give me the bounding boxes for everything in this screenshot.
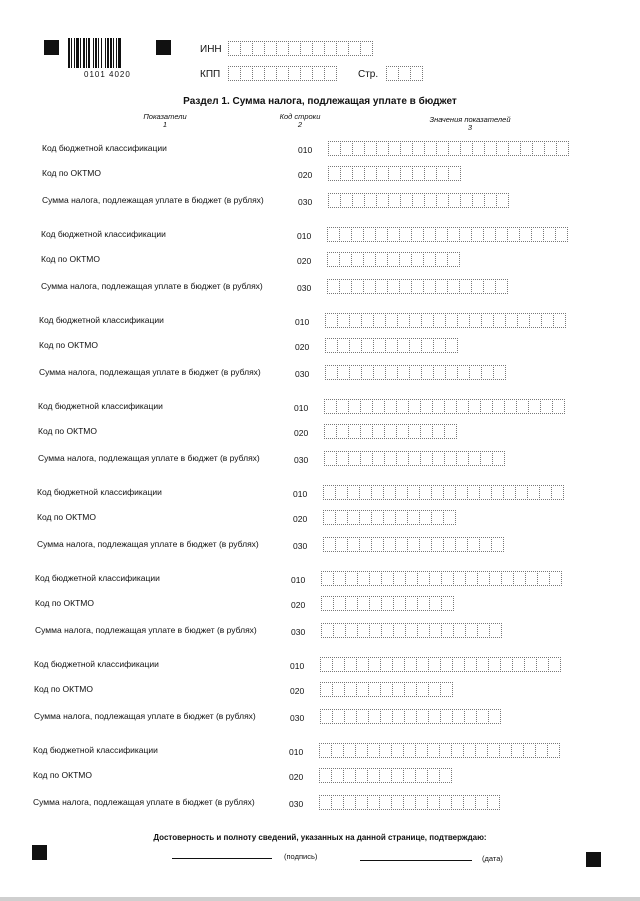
section-title: Раздел 1. Сумма налога, подлежащая уплате в бюджет <box>183 96 457 107</box>
barcode-image <box>68 38 142 68</box>
row-label-oktmo: Код по ОКТМО <box>39 340 98 350</box>
row-label-kbk: Код бюджетной классификации <box>38 401 163 411</box>
row-value-field-oktmo[interactable] <box>328 166 460 181</box>
row-value-field-sum[interactable] <box>321 623 501 638</box>
row-value-field-sum[interactable] <box>324 451 504 466</box>
row-code: 020 <box>297 256 312 266</box>
digit-cell[interactable] <box>491 537 504 552</box>
row-value-field-kbk[interactable] <box>319 743 559 758</box>
row-value-field-oktmo[interactable] <box>327 252 459 267</box>
row-code: 010 <box>297 231 312 241</box>
column-header-indicators: Показатели 1 <box>143 112 187 129</box>
row-code: 010 <box>293 489 308 499</box>
row-label-oktmo: Код по ОКТМО <box>35 598 94 608</box>
digit-cell[interactable] <box>444 424 457 439</box>
row-code: 020 <box>290 686 305 696</box>
digit-cell[interactable] <box>551 485 564 500</box>
row-label-kbk: Код бюджетной классификации <box>37 487 162 497</box>
row-code: 010 <box>294 403 309 413</box>
digit-cell[interactable] <box>447 252 460 267</box>
digit-cell[interactable] <box>410 66 423 81</box>
row-code: 010 <box>298 145 313 155</box>
kpp-field[interactable] <box>228 66 336 81</box>
row-code: 030 <box>294 455 309 465</box>
digit-cell[interactable] <box>492 451 505 466</box>
row-label-oktmo: Код по ОКТМО <box>41 254 100 264</box>
row-label-sum: Сумма налога, подлежащая уплате в бюджет (в рублях) <box>34 711 256 721</box>
row-label-oktmo: Код по ОКТМО <box>34 684 93 694</box>
digit-cell[interactable] <box>360 41 373 56</box>
row-code: 030 <box>295 369 310 379</box>
row-code: 030 <box>298 197 313 207</box>
row-label-sum: Сумма налога, подлежащая уплате в бюджет (в рублях) <box>39 367 261 377</box>
signature-line[interactable] <box>172 858 272 859</box>
row-label-oktmo: Код по ОКТМО <box>37 512 96 522</box>
row-label-sum: Сумма налога, подлежащая уплате в бюджет (в рублях) <box>35 625 257 635</box>
digit-cell[interactable] <box>489 623 502 638</box>
row-code: 020 <box>298 170 313 180</box>
digit-cell[interactable] <box>549 571 562 586</box>
date-line[interactable] <box>360 860 472 861</box>
digit-cell[interactable] <box>324 66 337 81</box>
digit-cell[interactable] <box>448 166 461 181</box>
row-value-field-kbk[interactable] <box>320 657 560 672</box>
row-code: 010 <box>289 747 304 757</box>
row-label-kbk: Код бюджетной классификации <box>39 315 164 325</box>
page-number-field[interactable] <box>386 66 422 81</box>
digit-cell[interactable] <box>443 510 456 525</box>
row-value-field-sum[interactable] <box>327 279 507 294</box>
digit-cell[interactable] <box>495 279 508 294</box>
corner-marker-bottom-right <box>586 852 601 867</box>
row-value-field-kbk[interactable] <box>321 571 561 586</box>
row-value-field-oktmo[interactable] <box>320 682 452 697</box>
digit-cell[interactable] <box>493 365 506 380</box>
signature-caption: (подпись) <box>284 852 318 861</box>
inn-label: ИНН <box>200 44 222 55</box>
row-label-kbk: Код бюджетной классификации <box>41 229 166 239</box>
row-label-oktmo: Код по ОКТМО <box>33 770 92 780</box>
page-label: Стр. <box>358 69 379 80</box>
row-value-field-sum[interactable] <box>328 193 508 208</box>
row-value-field-kbk[interactable] <box>323 485 563 500</box>
row-label-sum: Сумма налога, подлежащая уплате в бюджет (в рублях) <box>41 281 263 291</box>
digit-cell[interactable] <box>445 338 458 353</box>
digit-cell[interactable] <box>488 709 501 724</box>
row-code: 020 <box>294 428 309 438</box>
date-caption: (дата) <box>482 854 503 863</box>
barcode-number: 0101 4020 <box>84 70 131 79</box>
row-label-sum: Сумма налога, подлежащая уплате в бюджет (в рублях) <box>42 195 264 205</box>
digit-cell[interactable] <box>556 141 569 156</box>
row-code: 030 <box>290 713 305 723</box>
scan-edge <box>0 897 640 901</box>
row-code: 030 <box>289 799 304 809</box>
row-value-field-sum[interactable] <box>319 795 499 810</box>
row-value-field-oktmo[interactable] <box>319 768 451 783</box>
row-label-oktmo: Код по ОКТМО <box>42 168 101 178</box>
digit-cell[interactable] <box>548 657 561 672</box>
digit-cell[interactable] <box>496 193 509 208</box>
row-label-sum: Сумма налога, подлежащая уплате в бюджет (в рублях) <box>38 453 260 463</box>
row-code: 020 <box>293 514 308 524</box>
row-code: 020 <box>295 342 310 352</box>
row-code: 010 <box>295 317 310 327</box>
digit-cell[interactable] <box>487 795 500 810</box>
digit-cell[interactable] <box>440 682 453 697</box>
confirmation-text: Достоверность и полноту сведений, указанных на данной странице, подтверждаю: <box>153 833 487 842</box>
row-code: 010 <box>291 575 306 585</box>
row-label-kbk: Код бюджетной классификации <box>42 143 167 153</box>
row-value-field-kbk[interactable] <box>324 399 564 414</box>
row-label-kbk: Код бюджетной классификации <box>35 573 160 583</box>
digit-cell[interactable] <box>547 743 560 758</box>
row-code: 010 <box>290 661 305 671</box>
row-label-oktmo: Код по ОКТМО <box>38 426 97 436</box>
row-code: 020 <box>289 772 304 782</box>
row-value-field-kbk[interactable] <box>327 227 567 242</box>
corner-marker-top-left <box>44 40 59 55</box>
row-value-field-kbk[interactable] <box>328 141 568 156</box>
column-header-line-code: Код строки 2 <box>279 112 321 129</box>
row-value-field-oktmo[interactable] <box>321 596 453 611</box>
kpp-label: КПП <box>200 69 221 80</box>
inn-field[interactable] <box>228 41 372 56</box>
row-code: 030 <box>293 541 308 551</box>
row-label-sum: Сумма налога, подлежащая уплате в бюджет (в рублях) <box>33 797 255 807</box>
row-value-field-oktmo[interactable] <box>323 510 455 525</box>
row-code: 020 <box>291 600 306 610</box>
row-value-field-kbk[interactable] <box>325 313 565 328</box>
row-value-field-oktmo[interactable] <box>324 424 456 439</box>
corner-marker-bottom-left <box>32 845 47 860</box>
digit-cell[interactable] <box>441 596 454 611</box>
digit-cell[interactable] <box>553 313 566 328</box>
corner-marker-top-right <box>156 40 171 55</box>
digit-cell[interactable] <box>552 399 565 414</box>
row-value-field-oktmo[interactable] <box>325 338 457 353</box>
row-label-kbk: Код бюджетной классификации <box>33 745 158 755</box>
row-label-sum: Сумма налога, подлежащая уплате в бюджет (в рублях) <box>37 539 259 549</box>
row-value-field-sum[interactable] <box>325 365 505 380</box>
row-value-field-sum[interactable] <box>323 537 503 552</box>
row-value-field-sum[interactable] <box>320 709 500 724</box>
column-header-values: Значения показателей 3 <box>429 115 511 132</box>
row-code: 030 <box>291 627 306 637</box>
row-code: 030 <box>297 283 312 293</box>
digit-cell[interactable] <box>439 768 452 783</box>
digit-cell[interactable] <box>555 227 568 242</box>
row-label-kbk: Код бюджетной классификации <box>34 659 159 669</box>
